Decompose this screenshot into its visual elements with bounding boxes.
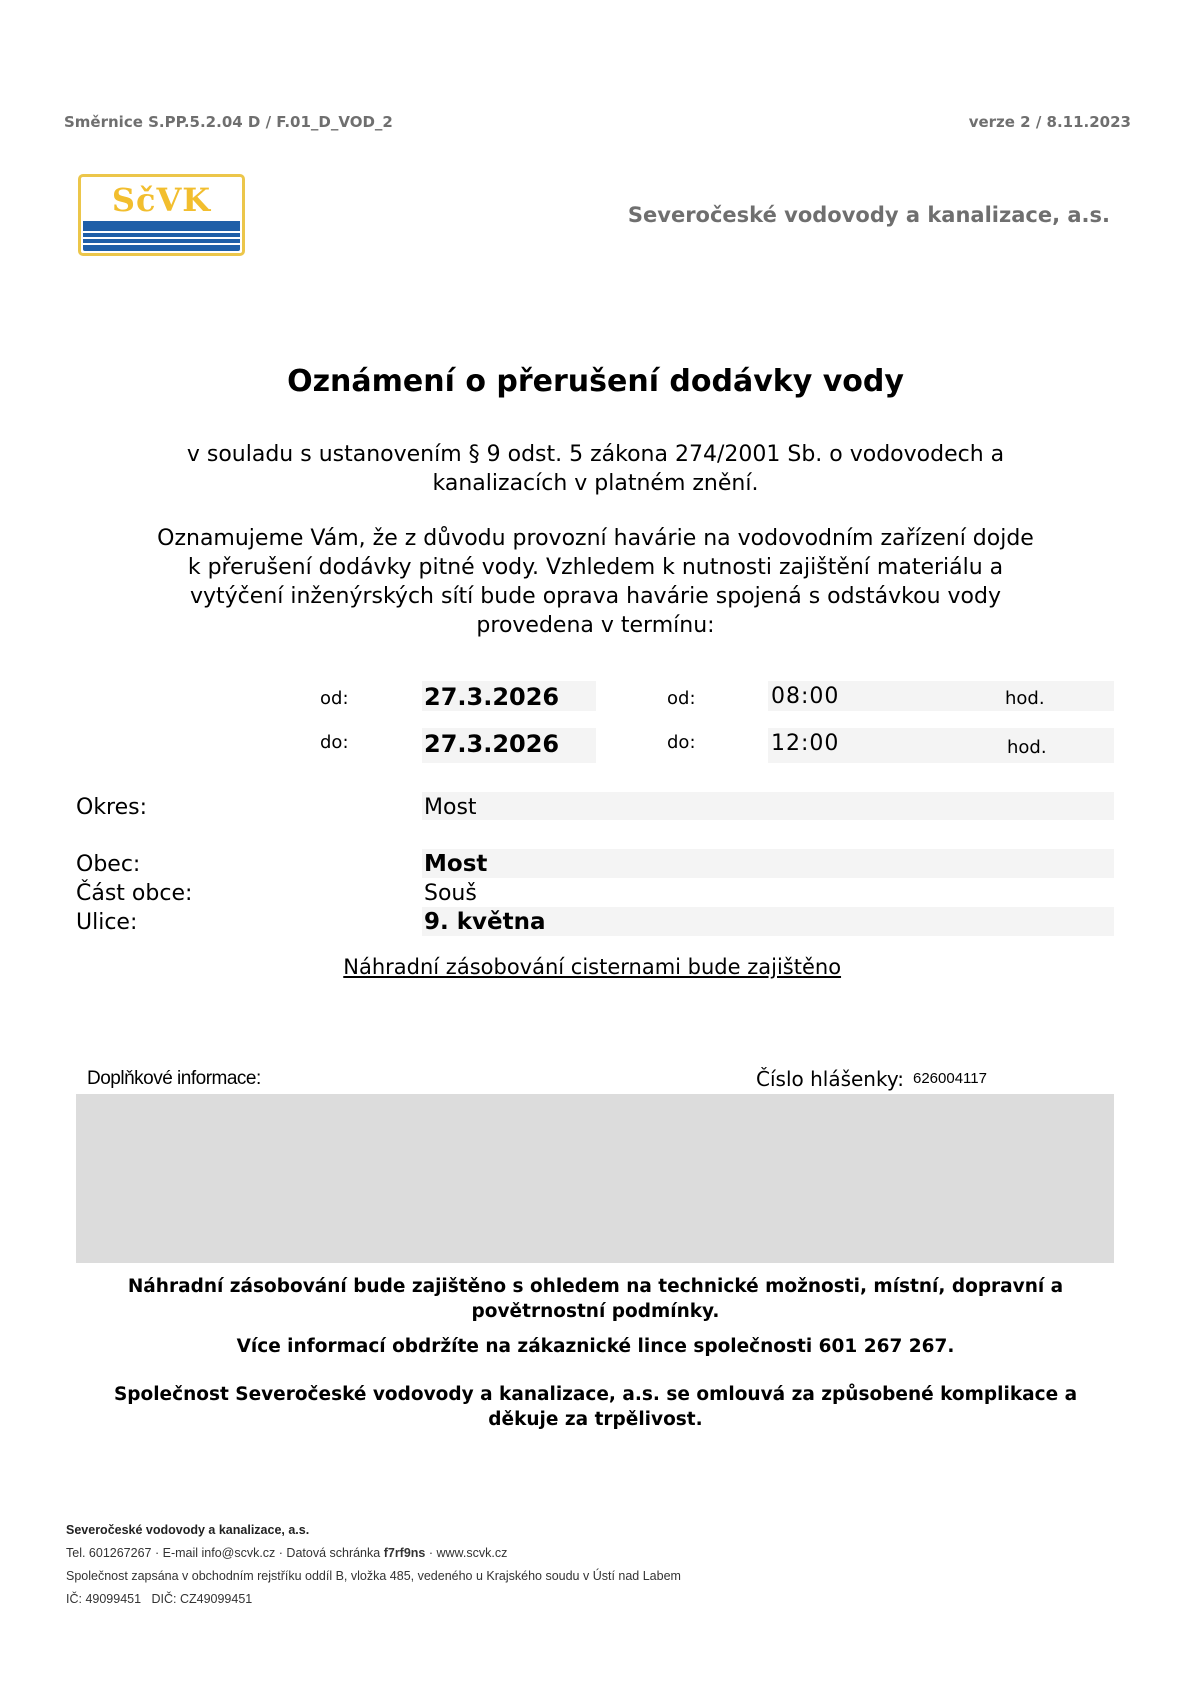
notice-body-line: k přerušení dodávky pitné vody. Vzhledem k nutnosti zajištění materiálu a [187,555,1004,580]
legal-basis-line: v souladu s ustanovením § 9 odst. 5 zákona 274/2001 Sb. o vodovodech a [186,442,1005,467]
logo-water-stripes-icon [83,221,240,251]
scvk-logo [78,174,245,256]
legal-basis-line: kanalizacích v platném znění. [432,471,759,496]
notice-body-line: vytýčení inženýrských sítí bude oprava havárie spojená s odstávkou vody [190,584,1001,609]
page-title: Oznámení o přerušení dodávky vody [287,364,904,399]
from-date-label: od: [320,688,349,709]
to-date-label: do: [320,732,349,753]
from-time-value: 08:00 [771,684,840,709]
notice-body [100,524,1091,640]
replacement-supply-notice [70,1274,1121,1324]
footer-data-box: f7rf9ns [383,1546,426,1560]
water-tank-supply-text: Náhradní zásobování cisternami bude zajištěno [343,955,842,979]
additional-info-box [76,1094,1114,1263]
water-tank-supply-note [0,955,1191,979]
footer-registry: Společnost zapsána v obchodním rejstříku oddíl B, vložka 485, vedeného u Krajského soudu v Ústí nad Labem [66,1569,681,1583]
footer-ids: IČ: 49099451 DIČ: CZ49099451 [66,1592,253,1606]
district-label: Okres: [76,795,148,820]
street-label: Ulice: [76,910,138,935]
additional-info-label: Doplňkové informace: [87,1068,261,1089]
logo-text: SčVK [111,181,212,219]
report-number-label: Číslo hlášenky: [756,1067,904,1091]
municipality-label: Obec: [76,852,141,877]
from-time-unit: hod. [1005,688,1045,709]
legal-basis [100,440,1091,498]
to-time-unit: hod. [1007,737,1047,758]
municipality-value: Most [424,851,488,877]
footer-contact [66,1546,507,1560]
from-date-value: 27.3.2026 [424,683,560,711]
company-name: Severočeské vodovody a kanalizace, a.s. [627,203,1110,227]
district-value: Most [424,795,477,820]
notice-body-line: Oznamujeme Vám, že z důvodu provozní havárie na vodovodním zařízení dojde [157,526,1034,551]
replacement-supply-line: Náhradní zásobování bude zajištěno s ohledem na technické možnosti, místní, dopravní a [127,1276,1064,1297]
district-part-label: Část obce: [76,881,193,906]
footer-contact-prefix: Tel. 601267267 · E-mail info@scvk.cz · Datová schránka [66,1546,384,1560]
directive-reference: Směrnice S.PP.5.2.04 D / F.01_D_VOD_2 [64,113,393,131]
version-info: verze 2 / 8.11.2023 [968,113,1131,131]
apology-line: děkuje za trpělivost. [488,1409,703,1430]
apology-line: Společnost Severočeské vodovody a kanalizace, a.s. se omlouvá za způsobené komplikace a [113,1384,1078,1405]
to-time-label: do: [667,732,696,753]
footer-company: Severočeské vodovody a kanalizace, a.s. [66,1523,310,1537]
district-field [422,792,1114,820]
apology-notice [70,1382,1121,1432]
notice-body-line: provedena v termínu: [476,613,715,638]
footer-contact-suffix: · www.scvk.cz [425,1546,508,1560]
to-time-value: 12:00 [771,731,840,756]
district-part-value: Souš [424,881,477,906]
customer-line-info: Více informací obdržíte na zákaznické lince společnosti 601 267 267. [236,1336,955,1357]
street-value: 9. května [424,909,546,935]
from-time-label: od: [667,688,696,709]
replacement-supply-line: povětrnostní podmínky. [471,1301,720,1322]
report-number-value: 626004117 [913,1070,987,1087]
to-date-value: 27.3.2026 [424,730,560,758]
municipality-field [422,849,1114,878]
